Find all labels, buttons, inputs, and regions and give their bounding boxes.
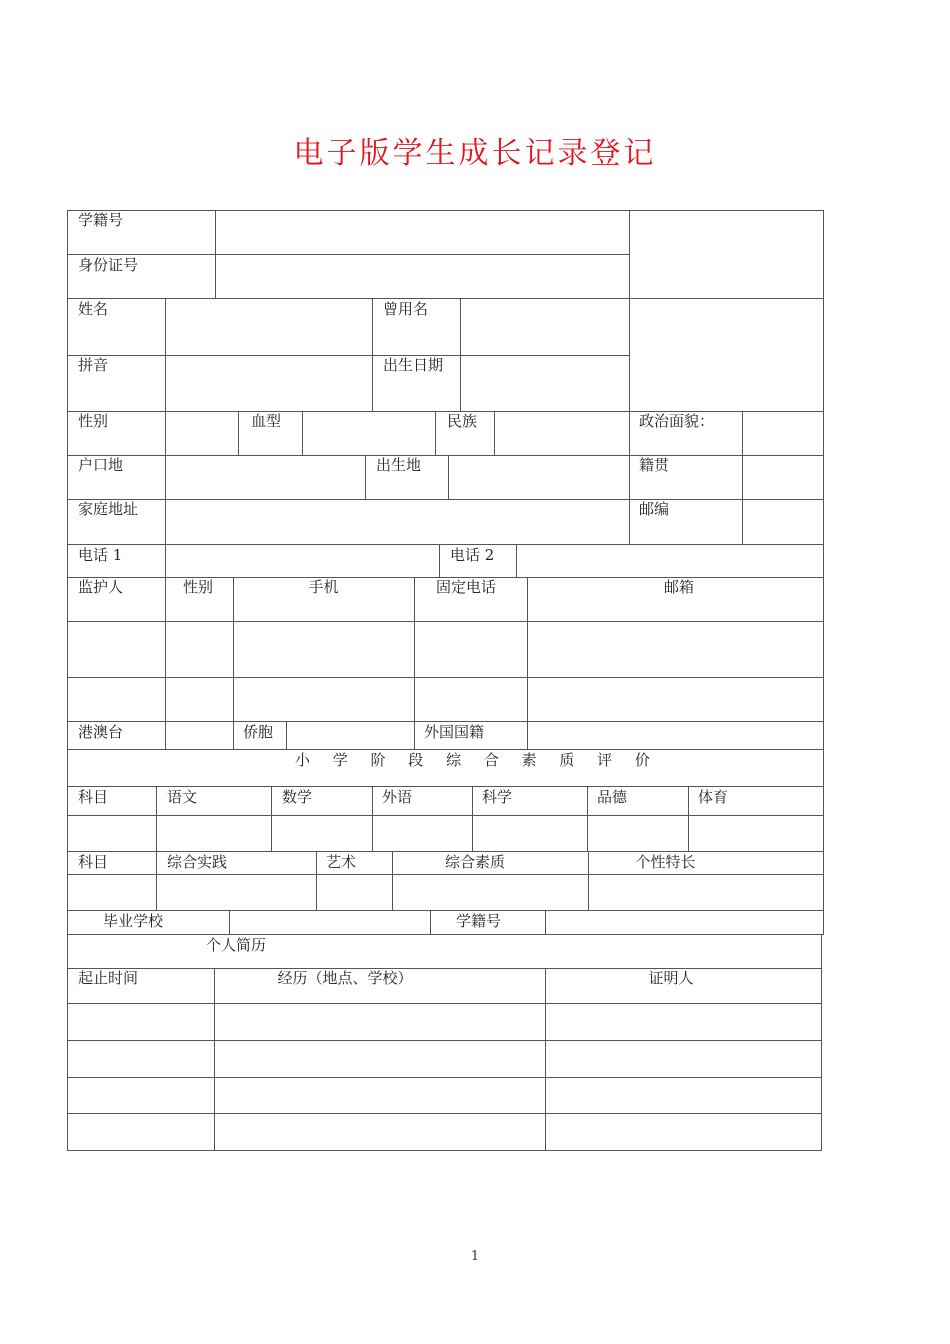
- resume-heading: 个人简历: [206, 936, 267, 954]
- guardian-header-gender: 性别: [183, 578, 214, 596]
- subject-science: 科学: [482, 788, 513, 806]
- col-line: [238, 411, 239, 455]
- label-former-name: 曾用名: [383, 300, 429, 318]
- subject-math: 数学: [282, 788, 313, 806]
- guardian-header-email: 邮箱: [663, 578, 694, 596]
- evaluation-subject-label-2: 科目: [78, 853, 109, 871]
- row-line: [67, 910, 824, 911]
- row-line: [67, 677, 824, 678]
- col-line: [430, 910, 431, 934]
- label-native-place: 籍贯: [639, 456, 670, 474]
- label-student-id: 学籍号: [78, 211, 124, 229]
- col-line: [286, 721, 287, 749]
- row-line: [67, 1003, 822, 1004]
- col-line: [460, 298, 461, 411]
- col-line: [414, 577, 415, 749]
- guardian-header-guardian: 监护人: [78, 578, 124, 596]
- label-blood-type: 血型: [251, 412, 282, 430]
- table-border-bottom: [67, 1150, 822, 1151]
- guardian-header-landline: 固定电话: [435, 578, 496, 596]
- row-line: [67, 851, 824, 852]
- col-line: [165, 577, 166, 749]
- col-line: [372, 298, 373, 411]
- label-household-registration: 户口地: [78, 456, 124, 474]
- row-line: [67, 815, 824, 816]
- label-gender: 性别: [78, 412, 109, 430]
- label-birthplace: 出生地: [376, 456, 422, 474]
- subject-foreign-language: 外语: [382, 788, 413, 806]
- subject-practice: 综合实践: [167, 853, 228, 871]
- label-id-card: 身份证号: [78, 256, 139, 274]
- document-title: 电子版学生成长记录登记: [293, 136, 657, 171]
- col-line: [742, 411, 743, 544]
- col-line: [439, 544, 440, 577]
- col-line: [494, 411, 495, 455]
- table-border-right: [823, 210, 824, 935]
- page-number: 1: [470, 1249, 480, 1264]
- col-line: [545, 910, 546, 934]
- table-border-left: [67, 210, 68, 1151]
- table-border-top: [67, 210, 824, 211]
- label-postcode: 邮编: [639, 500, 670, 518]
- row-line: [67, 298, 824, 299]
- row-line: [67, 1040, 822, 1041]
- row-line: [67, 1077, 822, 1078]
- col-line: [229, 910, 230, 934]
- row-line: [67, 621, 824, 622]
- col-line: [435, 411, 436, 455]
- col-line: [316, 851, 317, 910]
- col-line: [545, 968, 546, 1151]
- col-line: [365, 455, 366, 499]
- row-line: [67, 544, 824, 545]
- label-overseas-chinese: 侨胞: [243, 723, 274, 741]
- col-line: [516, 544, 517, 577]
- col-line: [372, 786, 373, 851]
- label-ethnicity: 民族: [447, 412, 478, 430]
- label-graduation-student-id: 学籍号: [456, 912, 502, 930]
- col-line: [629, 210, 630, 544]
- subject-chinese: 语文: [167, 788, 198, 806]
- label-political-status: 政治面貌：: [639, 412, 715, 430]
- row-line: [67, 721, 824, 722]
- row-line: [67, 749, 824, 750]
- guardian-header-mobile: 手机: [308, 578, 339, 596]
- subject-pe: 体育: [698, 788, 729, 806]
- resume-header-experience: 经历（地点、学校）: [277, 969, 413, 987]
- label-home-address: 家庭地址: [78, 500, 139, 518]
- col-line: [472, 786, 473, 851]
- resume-header-witness: 证明人: [648, 969, 694, 987]
- row-line: [67, 355, 630, 356]
- subject-special-talent: 个性特长: [635, 853, 696, 871]
- label-graduation-school: 毕业学校: [103, 912, 164, 930]
- col-line: [302, 411, 303, 455]
- evaluation-subject-label: 科目: [78, 788, 109, 806]
- label-phone-1: 电话 1: [78, 546, 123, 564]
- col-line: [448, 455, 449, 499]
- subject-comprehensive-quality: 综合素质: [444, 853, 505, 871]
- row-line: [67, 874, 824, 875]
- resume-header-period: 起止时间: [78, 969, 139, 987]
- col-line: [688, 786, 689, 851]
- col-line: [156, 786, 157, 910]
- subject-morality: 品德: [597, 788, 628, 806]
- label-hk-macao-taiwan: 港澳台: [78, 723, 124, 741]
- label-birth-date: 出生日期: [383, 356, 444, 374]
- col-line: [527, 577, 528, 749]
- col-line: [215, 210, 216, 298]
- label-name: 姓名: [78, 300, 109, 318]
- evaluation-heading: 小 学 阶 段 综 合 素 质 评 价: [295, 751, 659, 769]
- row-line: [67, 455, 824, 456]
- col-line: [214, 968, 215, 1151]
- row-line: [67, 1113, 822, 1114]
- col-line: [233, 577, 234, 749]
- label-foreign-nationality: 外国国籍: [424, 723, 485, 741]
- label-pinyin: 拼音: [78, 356, 109, 374]
- col-line: [165, 544, 166, 577]
- row-line: [67, 786, 824, 787]
- subject-art: 艺术: [326, 853, 357, 871]
- col-line: [271, 786, 272, 851]
- label-phone-2: 电话 2: [450, 546, 495, 564]
- table-border-right-lower: [821, 934, 822, 1151]
- col-line: [165, 298, 166, 544]
- row-line: [67, 254, 630, 255]
- row-line: [67, 934, 824, 935]
- row-line: [67, 499, 824, 500]
- col-line: [587, 786, 588, 851]
